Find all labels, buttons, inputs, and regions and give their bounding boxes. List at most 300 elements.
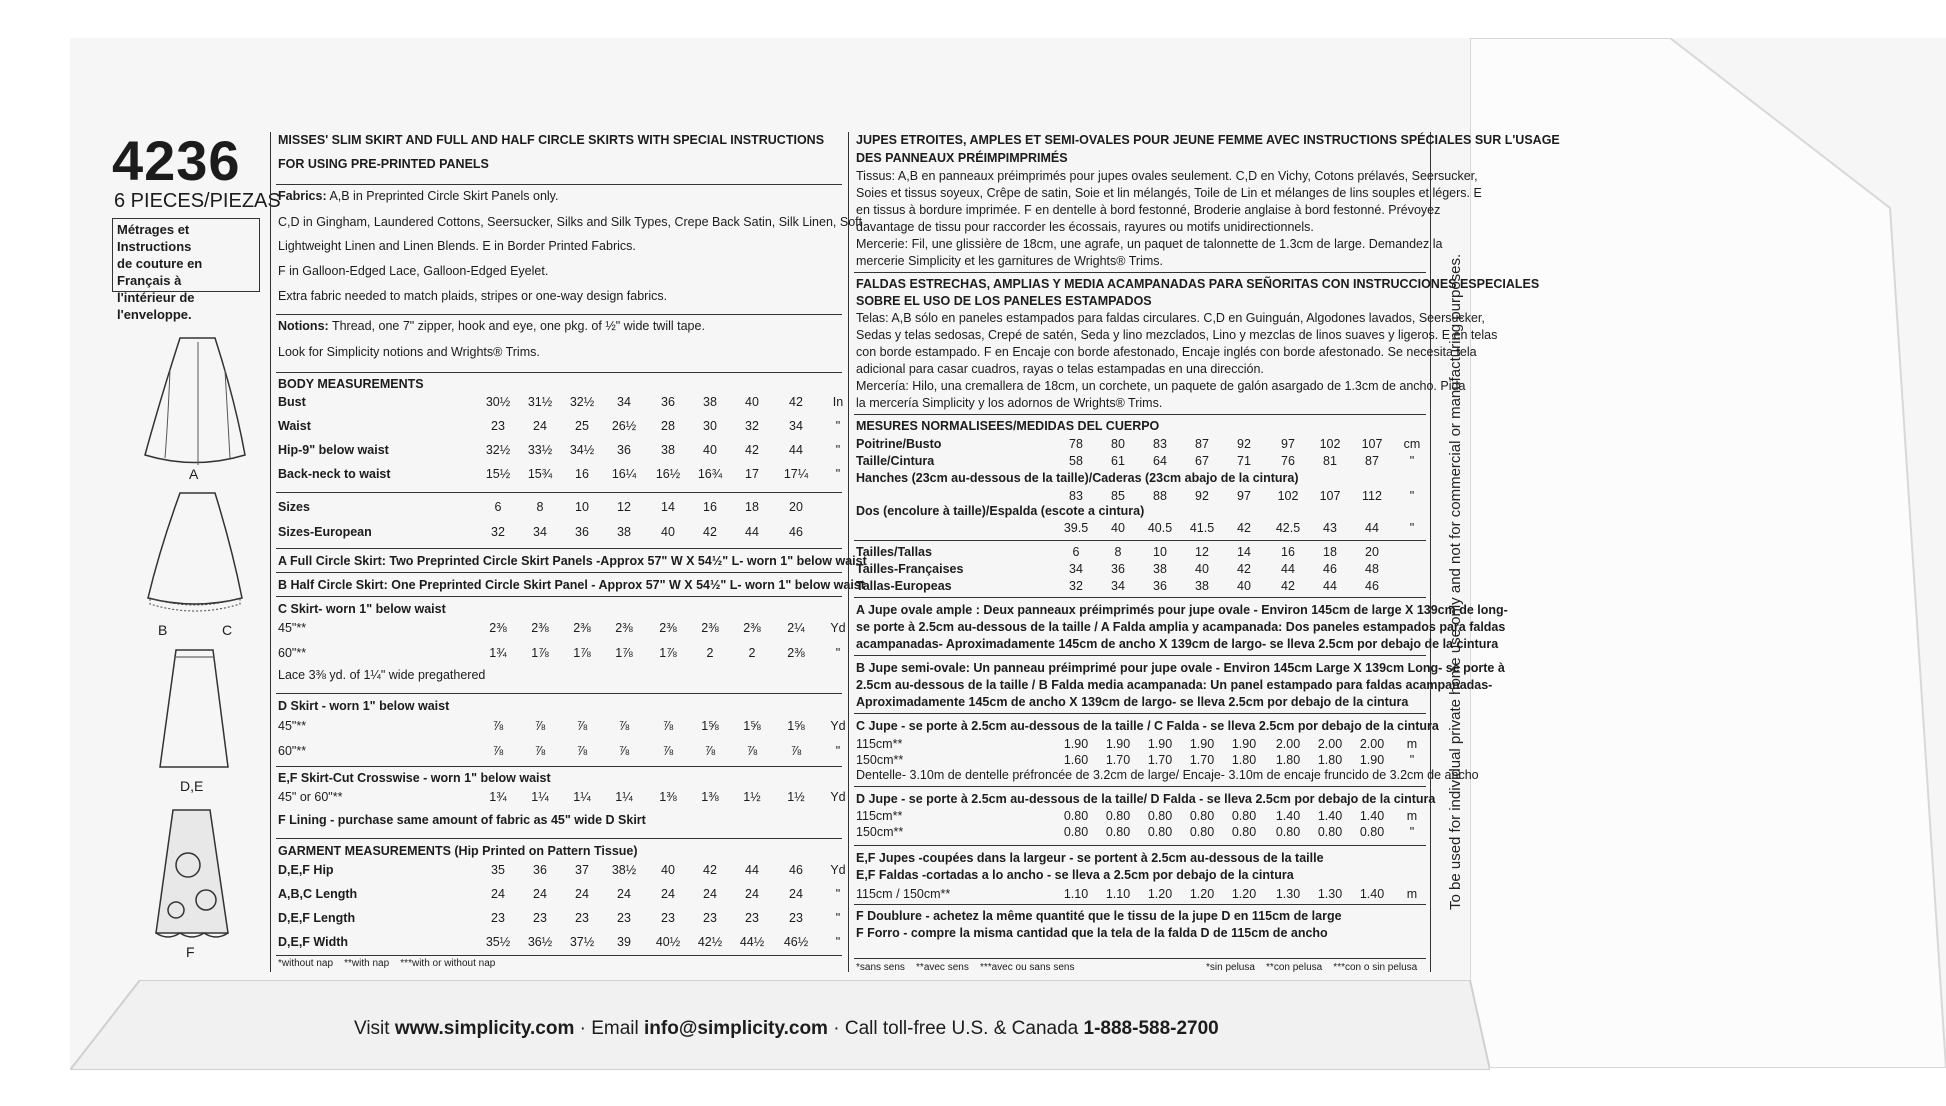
cell-value: 36 <box>575 525 589 539</box>
cell-value: 40 <box>661 525 675 539</box>
cell-value: 0.80 <box>1317 825 1343 839</box>
cell-value: 61 <box>1111 454 1125 468</box>
cell-value: 38½ <box>611 863 637 877</box>
jupe-a-line: se porte à 2.5cm au-dessous de la taille / A Falda amplia y acampanada: Dos paneles estampados para faldas <box>856 620 1506 634</box>
table-row <box>278 860 848 880</box>
cell-value: 36 <box>1111 562 1125 576</box>
skirt-sketch-d-e <box>148 645 238 775</box>
cell-value: ⅞ <box>746 744 758 758</box>
unit-label: " <box>835 646 841 660</box>
cell-value: ⅞ <box>662 744 674 758</box>
unit-label: " <box>835 467 841 481</box>
cell-value: 32½ <box>569 395 595 409</box>
cell-value: 6 <box>494 500 502 514</box>
cell-value: 92 <box>1195 489 1209 503</box>
french-note-line: Métrages et Instructions <box>117 222 192 254</box>
cell-value: 36 <box>661 395 675 409</box>
cell-value: 31½ <box>527 395 553 409</box>
spanish-footnote: *sin pelusa **con pelusa ***con o sin pelusa <box>1206 962 1418 973</box>
cell-value: 97 <box>1237 489 1251 503</box>
cell-value: 39.5 <box>1063 521 1089 535</box>
cell-value: ⅞ <box>492 719 504 733</box>
cell-value: ⅞ <box>576 744 588 758</box>
table-row <box>278 908 848 928</box>
row-label: 45" or 60"** <box>278 790 343 804</box>
cell-value: 12 <box>1195 545 1209 559</box>
cell-value: 23 <box>533 911 547 925</box>
cell-value: 71 <box>1237 454 1251 468</box>
rule <box>276 492 842 493</box>
jupe-c-line: C Jupe - se porte à 2.5cm au-dessous de la taille / C Falda - se lleva 2.5cm por debajo de la cintura <box>856 719 1439 733</box>
website-link[interactable]: www.simplicity.com <box>394 1018 575 1039</box>
cell-value: 16 <box>1281 545 1295 559</box>
cell-value: 1.20 <box>1231 887 1257 901</box>
cell-value: 1½ <box>787 790 805 804</box>
unit-label: " <box>1409 454 1415 468</box>
cell-value: 87 <box>1365 454 1379 468</box>
rule <box>276 955 842 956</box>
view-label-c: C <box>222 622 233 638</box>
cell-value: 40 <box>745 395 759 409</box>
pieces-count: 6 PIECES/PIEZAS <box>114 190 281 212</box>
view-label-a: A <box>189 466 199 482</box>
french-instructions-box <box>112 218 260 322</box>
cell-value: 36 <box>617 443 631 457</box>
cell-value: 1⅝ <box>787 719 805 733</box>
skirt-a-line: A Full Circle Skirt: Two Preprinted Circle Skirt Panels -Approx 57" W X 54½" L- worn 1" below waist <box>278 554 867 568</box>
table-row <box>856 518 1426 538</box>
notions-line-1 <box>278 318 705 335</box>
cell-value: 18 <box>745 500 759 514</box>
jupe-b-line: 2.5cm au-dessous de la taille / B Falda media acampanada: Un panel estampado para faldas acampanadas- <box>856 678 1493 692</box>
rule <box>276 596 842 597</box>
cell-value: 46 <box>789 863 803 877</box>
cell-value: 44 <box>1323 579 1337 593</box>
lining-line: F Lining - purchase same amount of fabric as 45" wide D Skirt <box>278 813 646 827</box>
cell-value: 1.20 <box>1147 887 1173 901</box>
cell-value: 1.60 <box>1063 753 1089 767</box>
unit-label: " <box>835 935 841 949</box>
cell-value: 1.10 <box>1105 887 1131 901</box>
cell-value: 46 <box>1323 562 1337 576</box>
cell-value: 42 <box>745 443 759 457</box>
rule <box>854 845 1426 846</box>
row-label: D,E,F Length <box>278 911 356 925</box>
row-label: 115cm / 150cm** <box>856 887 951 901</box>
row-label: Bust <box>278 395 306 409</box>
rule <box>854 904 1426 905</box>
cell-value: 30½ <box>485 395 511 409</box>
cell-value: 2⅜ <box>743 621 761 635</box>
cell-value: 1.30 <box>1317 887 1343 901</box>
fabrics-text: A,B in Preprinted Circle Skirt Panels only. <box>329 189 559 203</box>
cell-value: 2.00 <box>1359 737 1385 751</box>
cell-value: 107 <box>1361 437 1383 451</box>
cell-value: 92 <box>1237 437 1251 451</box>
jupe-a-line: acampanadas- Aproximadamente 145cm de ancho X 139cm de largo- se lleva 2.5cm por debajo de la cintura <box>856 637 1499 651</box>
cell-value: ⅞ <box>576 719 588 733</box>
cell-value: 23 <box>575 911 589 925</box>
fabrics-line-4: F in Galloon-Edged Lace, Galloon-Edged Eyelet. <box>278 264 549 278</box>
lace-line: Lace 3⅜ yd. of 1¼" wide pregathered <box>278 668 486 682</box>
footer-contact <box>354 1018 1219 1040</box>
cell-value: 1⅜ <box>701 790 719 804</box>
cell-value: 48 <box>1365 562 1379 576</box>
dentelle-text: Dentelle- 3.10m de dentelle préfroncée de 3.2cm de large/ Encaje- 3.10m de encaje fruncido de 3.2cm de ancho <box>856 768 1479 782</box>
cell-value: 88 <box>1153 489 1167 503</box>
view-label-d-e: D,E <box>180 778 204 794</box>
cell-value: 40 <box>703 443 717 457</box>
doublure-line-2: F Forro - compre la misma cantidad que la tela de la falda D de 115cm de ancho <box>856 926 1328 940</box>
french-note-line: l'enveloppe. <box>117 307 192 322</box>
cell-value: 14 <box>661 500 675 514</box>
cell-value: 20 <box>789 500 803 514</box>
view-label-f: F <box>186 944 195 960</box>
row-label: 60"** <box>278 646 307 660</box>
unit-label: " <box>1409 753 1415 767</box>
cell-value: 18 <box>1323 545 1337 559</box>
cell-value: 2⅜ <box>573 621 591 635</box>
row-label: 115cm** <box>856 809 903 823</box>
cell-value: 83 <box>1069 489 1083 503</box>
cell-value: 81 <box>1323 454 1337 468</box>
cell-value: 2⅜ <box>531 621 549 635</box>
cell-value: 2¼ <box>787 621 805 635</box>
footer-sep: · Email <box>574 1018 645 1039</box>
fabrics-line-3: Lightweight Linen and Linen Blends. E in Border Printed Fabrics. <box>278 239 636 253</box>
jupe-b-line: Aproximadamente 145cm de ancho X 139cm de largo- se lleva 2.5cm por debajo de la cintura <box>856 695 1409 709</box>
cell-value: 16¾ <box>697 467 723 481</box>
row-label: Tallas-Europeas <box>856 579 952 593</box>
skirt-b-line: B Half Circle Skirt: One Preprinted Circle Skirt Panel - Approx 57" W X 54½" L- worn 1" below waist <box>278 578 865 592</box>
cell-value: 1.10 <box>1063 887 1089 901</box>
cell-value: 2.00 <box>1275 737 1301 751</box>
table-row <box>856 822 1426 842</box>
table-row <box>278 497 848 517</box>
cell-value: 40 <box>1237 579 1251 593</box>
cell-value: 24 <box>491 887 505 901</box>
english-title-2: FOR USING PRE-PRINTED PANELS <box>278 157 489 171</box>
row-label: Waist <box>278 419 311 433</box>
unit-label: m <box>1406 809 1418 823</box>
unit-label: cm <box>1403 437 1421 451</box>
row-label: 60"** <box>278 744 307 758</box>
cell-value: 39 <box>617 935 631 949</box>
cell-value: 42 <box>1281 579 1295 593</box>
table-row <box>278 464 848 484</box>
french-title: JUPES ETROITES, AMPLES ET SEMI-OVALES POUR JEUNE FEMME AVEC INSTRUCTIONS SPÉCIALES SUR L'USAGE <box>856 133 1560 147</box>
cell-value: 102 <box>1319 437 1341 451</box>
notions-line-2: Look for Simplicity notions and Wrights® Trims. <box>278 345 540 359</box>
cell-value: 1½ <box>743 790 761 804</box>
cell-value: 28 <box>661 419 675 433</box>
cell-value: 6 <box>1072 545 1080 559</box>
cell-value: 0.80 <box>1147 809 1173 823</box>
skirt-sketch-f <box>148 805 238 945</box>
cell-value: 26½ <box>611 419 637 433</box>
cell-value: 1.90 <box>1063 737 1089 751</box>
row-label: 115cm** <box>856 737 903 751</box>
telas-line: con borde estampado. F en Encaje con borde afestonado, Encaje inglés con borde afestonado. Se necesita tela <box>856 345 1477 359</box>
cell-value: 23 <box>703 911 717 925</box>
cell-value: 8 <box>536 500 544 514</box>
email-link[interactable]: info@simplicity.com <box>644 1018 828 1039</box>
row-label: 150cm** <box>856 753 904 767</box>
skirt-sketch-b-c <box>140 488 250 618</box>
cell-value: 1¼ <box>573 790 591 804</box>
fabrics-line-1 <box>278 188 558 205</box>
unit-label: " <box>1409 489 1415 503</box>
cell-value: 24 <box>617 887 631 901</box>
cell-value: 32 <box>1069 579 1083 593</box>
phone-number: 1-888-588-2700 <box>1083 1018 1219 1039</box>
cell-value: 46 <box>1365 579 1379 593</box>
cell-value: 23 <box>617 911 631 925</box>
cell-value: 1¾ <box>489 646 507 660</box>
cell-value: 44 <box>1281 562 1295 576</box>
jupe-ef-line-1: E,F Jupes -coupées dans la largeur - se portent à 2.5cm au-dessous de la taille <box>856 851 1324 865</box>
row-label: Tailles/Tallas <box>856 545 932 559</box>
row-label: 45"** <box>278 719 307 733</box>
mercerie-line: mercerie Simplicity et les garnitures de Wrights® Trims. <box>856 254 1163 268</box>
cell-value: 42 <box>703 863 717 877</box>
cell-value: 40 <box>1195 562 1209 576</box>
rule <box>854 958 1426 959</box>
cell-value: 36 <box>533 863 547 877</box>
cell-value: 46 <box>789 525 803 539</box>
table-row <box>278 787 848 807</box>
cell-value: 34 <box>1069 562 1083 576</box>
cell-value: 24 <box>661 887 675 901</box>
hanches-label: Hanches (23cm au-dessous de la taille)/Caderas (23cm abajo de la cintura) <box>856 471 1299 485</box>
rule <box>276 184 842 185</box>
cell-value: 1.90 <box>1189 737 1215 751</box>
envelope-flap <box>1470 38 1946 1068</box>
cell-value: 16 <box>703 500 717 514</box>
cell-value: 38 <box>661 443 675 457</box>
tissus-line: Soies et tissus soyeux, Crêpe de satin, Soie et lin mélangés, Toile de Lin et mélanges de lins souples et légers. E <box>856 186 1482 200</box>
cell-value: 1.40 <box>1359 887 1385 901</box>
cell-value: 2⅜ <box>489 621 507 635</box>
cell-value: 24 <box>533 887 547 901</box>
unit-label: Yd <box>830 863 846 877</box>
cell-value: 1¾ <box>489 790 507 804</box>
dentelle-line <box>856 767 1479 784</box>
cell-value: 78 <box>1069 437 1083 451</box>
french-footnote: *sans sens **avec sens ***avec ou sans sens <box>856 962 1075 973</box>
cell-value: 42½ <box>697 935 723 949</box>
unit-label: " <box>1409 521 1415 535</box>
cell-value: ⅞ <box>492 744 504 758</box>
cell-value: 42 <box>1237 521 1251 535</box>
cell-value: 40 <box>661 863 675 877</box>
row-label: Hip-9" below waist <box>278 443 389 457</box>
jupe-b-line: B Jupe semi-ovale: Un panneau préimprimé pour jupe ovale - Environ 145cm Large X 139cm Long- se porte à <box>856 661 1505 675</box>
cell-value: 2⅜ <box>787 646 805 660</box>
cell-value: ⅞ <box>704 744 716 758</box>
cell-value: 2⅜ <box>701 621 719 635</box>
cell-value: 35 <box>491 863 505 877</box>
table-row <box>278 440 848 460</box>
unit-label: Yd <box>830 621 846 635</box>
rule <box>854 786 1426 787</box>
cell-value: 102 <box>1277 489 1299 503</box>
cell-value: 33½ <box>527 443 553 457</box>
cell-value: 44 <box>1365 521 1379 535</box>
row-label: Back-neck to waist <box>278 467 391 481</box>
table-row <box>856 576 1426 596</box>
cell-value: 1.70 <box>1189 753 1215 767</box>
row-label: A,B,C Length <box>278 887 358 901</box>
cell-value: 80 <box>1111 437 1125 451</box>
cell-value: 0.80 <box>1359 825 1385 839</box>
unit-label: " <box>835 887 841 901</box>
row-label: Tailles-Françaises <box>856 562 964 576</box>
unit-label: " <box>1409 825 1415 839</box>
cell-value: 1.80 <box>1275 753 1301 767</box>
cell-value: 0.80 <box>1231 825 1257 839</box>
cell-value: 1¼ <box>531 790 549 804</box>
english-title: MISSES' SLIM SKIRT AND FULL AND HALF CIRCLE SKIRTS WITH SPECIAL INSTRUCTIONS <box>278 133 825 147</box>
cell-value: 2⅜ <box>615 621 633 635</box>
cell-value: 1¼ <box>615 790 633 804</box>
cell-value: 16½ <box>655 467 681 481</box>
unit-label: In <box>832 395 844 409</box>
cell-value: 112 <box>1362 489 1382 503</box>
cell-value: 34 <box>1111 579 1125 593</box>
unit-label: m <box>1406 887 1418 901</box>
cell-value: 35½ <box>485 935 511 949</box>
telas-line: adicional para casar cuadros, rayas o telas estampadas en una dirección. <box>856 362 1264 376</box>
table-row <box>278 416 848 436</box>
rule <box>276 766 842 767</box>
french-note-line: l'intérieur de <box>117 290 195 305</box>
cell-value: 17 <box>745 467 759 481</box>
cell-value: 107 <box>1319 489 1341 503</box>
cell-value: 0.80 <box>1231 809 1257 823</box>
notions-text: Thread, one 7" zipper, hook and eye, one pkg. of ½" wide twill tape. <box>331 319 705 333</box>
fabrics-label: Fabrics: <box>278 189 327 203</box>
cell-value: 87 <box>1195 437 1209 451</box>
cell-value: 0.80 <box>1105 825 1131 839</box>
view-label-b: B <box>158 622 168 638</box>
jupe-a-line: A Jupe ovale ample : Deux panneaux préimprimés pour jupe ovale - Environ 145cm de large X 139cm de long- <box>856 603 1508 617</box>
footer-sep: · Call toll-free U.S. & Canada <box>827 1018 1084 1039</box>
cell-value: 23 <box>745 911 759 925</box>
cell-value: 46½ <box>783 935 809 949</box>
cell-value: ⅞ <box>534 744 546 758</box>
cell-value: 1.80 <box>1317 753 1343 767</box>
cell-value: 8 <box>1114 545 1122 559</box>
cell-value: 0.80 <box>1063 809 1089 823</box>
cell-value: 40½ <box>655 935 681 949</box>
cell-value: 23 <box>661 911 675 925</box>
cell-value: 24 <box>745 887 759 901</box>
cell-value: 24 <box>575 887 589 901</box>
cell-value: 37 <box>575 863 589 877</box>
cell-value: 76 <box>1281 454 1295 468</box>
telas-line: Telas: A,B sólo en paneles estampados para faldas circulares. C,D en Guinguán, Algodones lavados, Seersucker, <box>856 311 1485 325</box>
cell-value: 2⅜ <box>659 621 677 635</box>
cell-value: 10 <box>1153 545 1167 559</box>
fabrics-line-2: C,D in Gingham, Laundered Cottons, Seersucker, Silks and Silk Types, Crepe Back Satin, Silk Linen, Soft <box>278 215 863 229</box>
rule <box>276 693 842 694</box>
unit-label: m <box>1406 737 1418 751</box>
cell-value: 15½ <box>485 467 511 481</box>
cell-value: 44 <box>789 443 803 457</box>
cell-value: ⅞ <box>662 719 674 733</box>
cell-value: ⅞ <box>790 744 802 758</box>
cell-value: 1.80 <box>1231 753 1257 767</box>
body-heading: BODY MEASUREMENTS <box>278 377 424 391</box>
cell-value: 1⅝ <box>743 719 761 733</box>
cell-value: 42 <box>1237 562 1251 576</box>
cell-value: 0.80 <box>1275 825 1301 839</box>
cell-value: 1.20 <box>1189 887 1215 901</box>
tissus-line: davantage de tissu pour raccorder les écossais, rayures ou motifs unidirectionnels. <box>856 220 1314 234</box>
cell-value: 0.80 <box>1063 825 1089 839</box>
cell-value: 0.80 <box>1189 809 1215 823</box>
cell-value: 30 <box>703 419 717 433</box>
cell-value: 41.5 <box>1189 521 1215 535</box>
cell-value: 38 <box>617 525 631 539</box>
rule <box>854 713 1426 714</box>
skirt-c-line: C Skirt- worn 1" below waist <box>278 602 446 616</box>
unit-label: Yd <box>830 719 846 733</box>
cell-value: 85 <box>1111 489 1125 503</box>
tissus-line: en tissus à bordure imprimée. F en dentelle à bord festonné, Broderie anglaise à bord festonné. Prévoyez <box>856 203 1441 217</box>
cell-value: 1.90 <box>1105 737 1131 751</box>
rule <box>854 272 1426 273</box>
cell-value: 32½ <box>485 443 511 457</box>
cell-value: 1.40 <box>1317 809 1343 823</box>
skirt-d-line: D Skirt - worn 1" below waist <box>278 699 450 713</box>
rule <box>276 372 842 373</box>
rule <box>276 314 842 315</box>
mercerie-line: Mercerie: Fil, une glissière de 18cm, une agrafe, un paquet de talonnette de 1.3cm de large. Demandez la <box>856 237 1443 251</box>
cell-value: 1.70 <box>1147 753 1173 767</box>
cell-value: ⅞ <box>534 719 546 733</box>
cell-value: 40 <box>1111 521 1125 535</box>
tissus-line: Tissus: A,B en panneaux préimprimés pour jupes ovales seulement. C,D en Vichy, Cotons prélavés, Seersucker, <box>856 169 1478 183</box>
table-row <box>278 392 848 412</box>
cell-value: 2 <box>706 646 714 660</box>
row-label: 45"** <box>278 621 307 635</box>
rule <box>854 597 1426 598</box>
cell-value: 38 <box>1195 579 1209 593</box>
cell-value: 24 <box>703 887 717 901</box>
cell-value: 38 <box>1153 562 1167 576</box>
row-label: Sizes-European <box>278 525 372 539</box>
row-label: D,E,F Width <box>278 935 349 949</box>
cell-value: 42 <box>789 395 803 409</box>
merceria-line: Mercería: Hilo, una cremallera de 18cm, un corchete, un paquete de galón asargado de 1.3cm de ancho. Pida <box>856 379 1466 393</box>
jupe-d-line: D Jupe - se porte à 2.5cm au-dessous de la taille/ D Falda - se lleva 2.5cm por debajo de la cintura <box>856 792 1436 806</box>
cell-value: 58 <box>1069 454 1083 468</box>
cell-value: 1.90 <box>1231 737 1257 751</box>
rule <box>276 572 842 573</box>
table-row <box>856 451 1426 471</box>
cell-value: 23 <box>491 419 505 433</box>
cell-value: 1.30 <box>1275 887 1301 901</box>
cell-value: 44 <box>745 525 759 539</box>
cell-value: 44½ <box>739 935 765 949</box>
table-row <box>856 486 1426 506</box>
cell-value: 34 <box>789 419 803 433</box>
unit-label: " <box>835 911 841 925</box>
cell-value: 12 <box>617 500 631 514</box>
mesures-heading: MESURES NORMALISEES/MEDIDAS DEL CUERPO <box>856 419 1160 433</box>
